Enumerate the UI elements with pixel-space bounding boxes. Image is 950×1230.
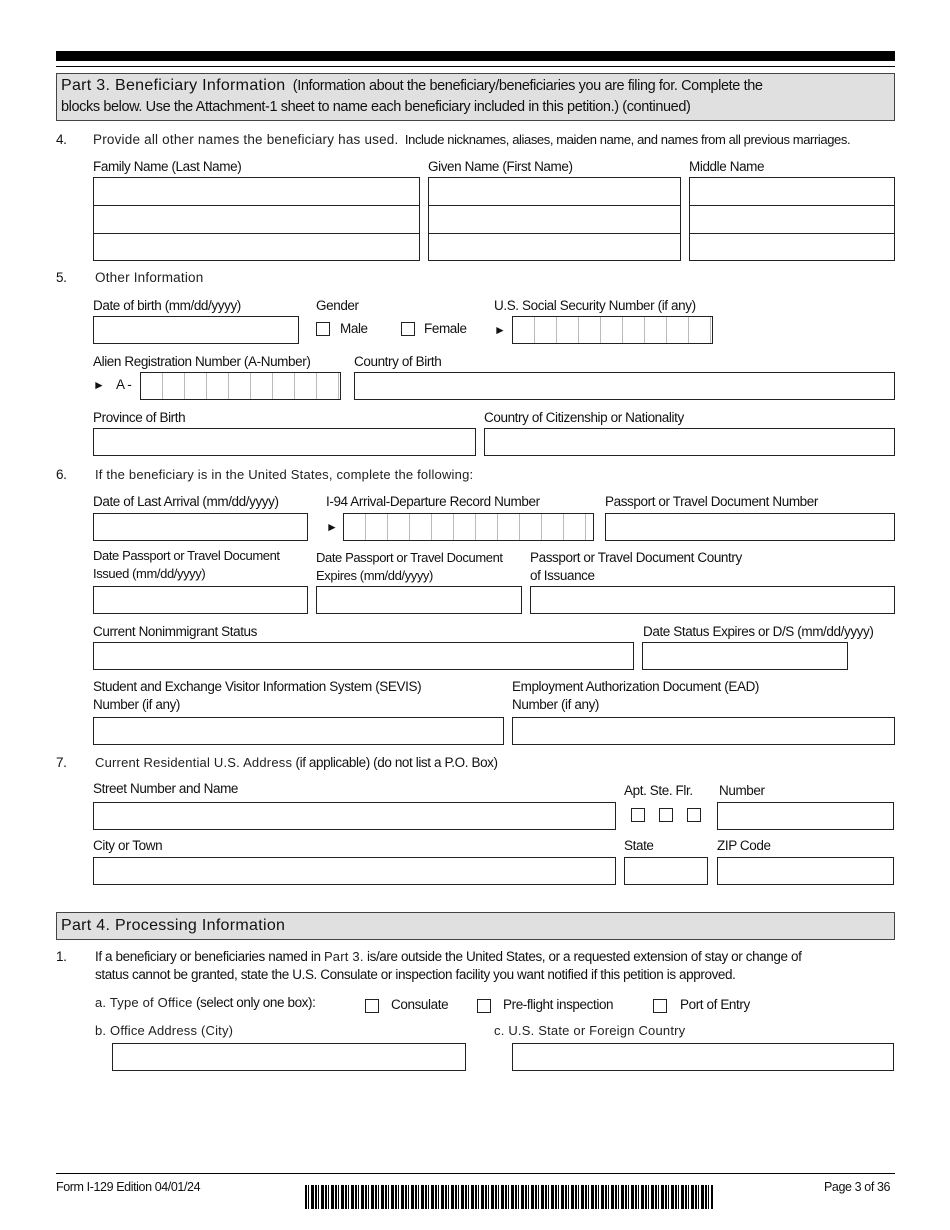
- q4-lead: Provide all other names the beneficiary has used.: [93, 132, 399, 147]
- city-label: City or Town: [93, 838, 163, 853]
- passport-issued-label: Date Passport or Travel Document: [93, 548, 280, 563]
- footer-divider: [56, 1173, 895, 1174]
- female-checkbox[interactable]: [401, 322, 415, 336]
- page-number: Page 3 of 36: [824, 1180, 891, 1194]
- i94-input[interactable]: [343, 513, 594, 541]
- office-address-input[interactable]: [112, 1043, 466, 1071]
- q4-number: 4.: [56, 132, 67, 147]
- nonimmigrant-status-input[interactable]: [93, 642, 634, 670]
- flr-checkbox[interactable]: [687, 808, 701, 822]
- office-type-note: (select only one box):: [195, 995, 316, 1010]
- family-name-input-1[interactable]: [94, 178, 419, 206]
- given-name-input-1[interactable]: [429, 178, 680, 206]
- given-name-input-3[interactable]: [429, 234, 680, 262]
- ssn-input[interactable]: [512, 316, 713, 344]
- q6-number: 6.: [56, 467, 67, 482]
- sevis-input[interactable]: [93, 717, 504, 745]
- i94-label: I-94 Arrival-Departure Record Number: [326, 494, 540, 509]
- passport-issued-input[interactable]: [93, 586, 308, 614]
- part3-title: Part 3. Beneficiary Information: [61, 77, 286, 94]
- form-edition: Form I-129 Edition 04/01/24: [56, 1180, 201, 1194]
- ste-checkbox[interactable]: [659, 808, 673, 822]
- p4q1-text: If a beneficiary or beneficiaries named in: [95, 949, 324, 964]
- family-name-label: Family Name (Last Name): [93, 159, 242, 174]
- passport-expires-label: Date Passport or Travel Document: [316, 550, 503, 565]
- passport-expires-label-2: Expires (mm/dd/yyyy): [316, 568, 433, 583]
- q7-rest: (if applicable) (do not list a P.O. Box): [295, 755, 498, 770]
- province-input[interactable]: [93, 428, 476, 456]
- q7-number: 7.: [56, 755, 67, 770]
- preflight-checkbox[interactable]: [477, 999, 491, 1013]
- family-name-input-2[interactable]: [94, 206, 419, 234]
- family-name-input-3[interactable]: [94, 234, 419, 262]
- part3-desc-2: blocks below. Use the Attachment-1 sheet to name each beneficiary included in this petition.) (continued): [61, 99, 691, 115]
- middle-name-input-2[interactable]: [690, 206, 894, 234]
- province-label: Province of Birth: [93, 410, 186, 425]
- male-label: Male: [340, 321, 368, 336]
- middle-name-input-1[interactable]: [690, 178, 894, 206]
- p4q1-number: 1.: [56, 949, 67, 964]
- a-number-prefix: A -: [116, 377, 132, 392]
- state-label: State: [624, 838, 654, 853]
- female-label: Female: [424, 321, 467, 336]
- port-of-entry-label: Port of Entry: [680, 997, 750, 1012]
- preflight-label: Pre-flight inspection: [503, 997, 614, 1012]
- passport-issued-label-2: Issued (mm/dd/yyyy): [93, 566, 206, 581]
- given-name-label: Given Name (First Name): [428, 159, 573, 174]
- sevis-label: Student and Exchange Visitor Information System (SEVIS): [93, 679, 422, 694]
- q5-title: Other Information: [95, 270, 204, 285]
- state-country-input[interactable]: [512, 1043, 894, 1071]
- q7-title: Current Residential U.S. Address: [95, 755, 293, 770]
- passport-number-label: Passport or Travel Document Number: [605, 494, 818, 509]
- country-issuance-label: Passport or Travel Document Country: [530, 550, 742, 565]
- last-arrival-label: Date of Last Arrival (mm/dd/yyyy): [93, 494, 279, 509]
- top-bar: [56, 51, 895, 61]
- part3-desc: (Information about the beneficiary/beneficiaries you are filing for. Complete the: [292, 78, 763, 94]
- a-number-label: Alien Registration Number (A-Number): [93, 354, 311, 369]
- part3-reference: Part 3.: [323, 949, 364, 964]
- arrow-right-icon: ►: [494, 323, 506, 337]
- q6-title: If the beneficiary is in the United States, complete the following:: [95, 467, 474, 482]
- unit-number-label: Number: [719, 783, 765, 798]
- nonimmigrant-status-label: Current Nonimmigrant Status: [93, 624, 258, 639]
- middle-name-fields: [689, 177, 895, 261]
- country-issuance-label-2: of Issuance: [530, 568, 595, 583]
- part3-header: [56, 73, 895, 121]
- given-name-input-2[interactable]: [429, 206, 680, 234]
- given-name-fields: [428, 177, 681, 261]
- office-type-label: a. Type of Office: [95, 995, 193, 1010]
- arrow-right-icon: ►: [93, 378, 105, 392]
- country-of-birth-label: Country of Birth: [354, 354, 442, 369]
- part4-title: Part 4. Processing Information: [61, 917, 286, 934]
- state-country-label: c. U.S. State or Foreign Country: [494, 1023, 686, 1038]
- city-input[interactable]: [93, 857, 616, 885]
- status-expires-label: Date Status Expires or D/S (mm/dd/yyyy): [643, 624, 874, 639]
- sevis-label-2: Number (if any): [93, 697, 181, 712]
- office-address-label: b. Office Address (City): [95, 1023, 234, 1038]
- a-number-input[interactable]: [140, 372, 341, 400]
- barcode: [305, 1185, 713, 1209]
- p4q1-text-2: is/are outside the United States, or a requested extension of stay or change of: [363, 949, 802, 964]
- family-name-fields: [93, 177, 420, 261]
- citizenship-label: Country of Citizenship or Nationality: [484, 410, 684, 425]
- ssn-label: U.S. Social Security Number (if any): [494, 298, 696, 313]
- street-input[interactable]: [93, 802, 616, 830]
- status-expires-input[interactable]: [642, 642, 848, 670]
- ead-input[interactable]: [512, 717, 895, 745]
- ead-label-2: Number (if any): [512, 697, 600, 712]
- middle-name-label: Middle Name: [689, 159, 765, 174]
- country-issuance-input[interactable]: [530, 586, 895, 614]
- passport-expires-input[interactable]: [316, 586, 522, 614]
- apt-checkbox[interactable]: [631, 808, 645, 822]
- zip-input[interactable]: [717, 857, 894, 885]
- country-of-birth-input[interactable]: [354, 372, 895, 400]
- consulate-label: Consulate: [391, 997, 449, 1012]
- passport-number-input[interactable]: [605, 513, 895, 541]
- zip-label: ZIP Code: [717, 838, 771, 853]
- gender-label: Gender: [316, 298, 359, 313]
- p4q1-text-3: status cannot be granted, state the U.S. Consulate or inspection facility you want notified if this petition is approved.: [95, 967, 736, 982]
- top-divider: [56, 66, 895, 67]
- arrow-right-icon: ►: [326, 520, 338, 534]
- q5-number: 5.: [56, 270, 67, 285]
- citizenship-input[interactable]: [484, 428, 895, 456]
- dob-input[interactable]: [93, 316, 299, 344]
- port-of-entry-checkbox[interactable]: [653, 999, 667, 1013]
- street-label: Street Number and Name: [93, 781, 239, 796]
- unit-number-input[interactable]: [717, 802, 894, 830]
- state-input[interactable]: [624, 857, 708, 885]
- consulate-checkbox[interactable]: [365, 999, 379, 1013]
- dob-label: Date of birth (mm/dd/yyyy): [93, 298, 241, 313]
- middle-name-input-3[interactable]: [690, 234, 894, 262]
- part4-header: [56, 912, 895, 940]
- q4-rest: Include nicknames, aliases, maiden name, and names from all previous marriages.: [404, 132, 851, 147]
- last-arrival-input[interactable]: [93, 513, 308, 541]
- ead-label: Employment Authorization Document (EAD): [512, 679, 760, 694]
- male-checkbox[interactable]: [316, 322, 330, 336]
- apt-ste-flr-label: Apt. Ste. Flr.: [624, 783, 693, 798]
